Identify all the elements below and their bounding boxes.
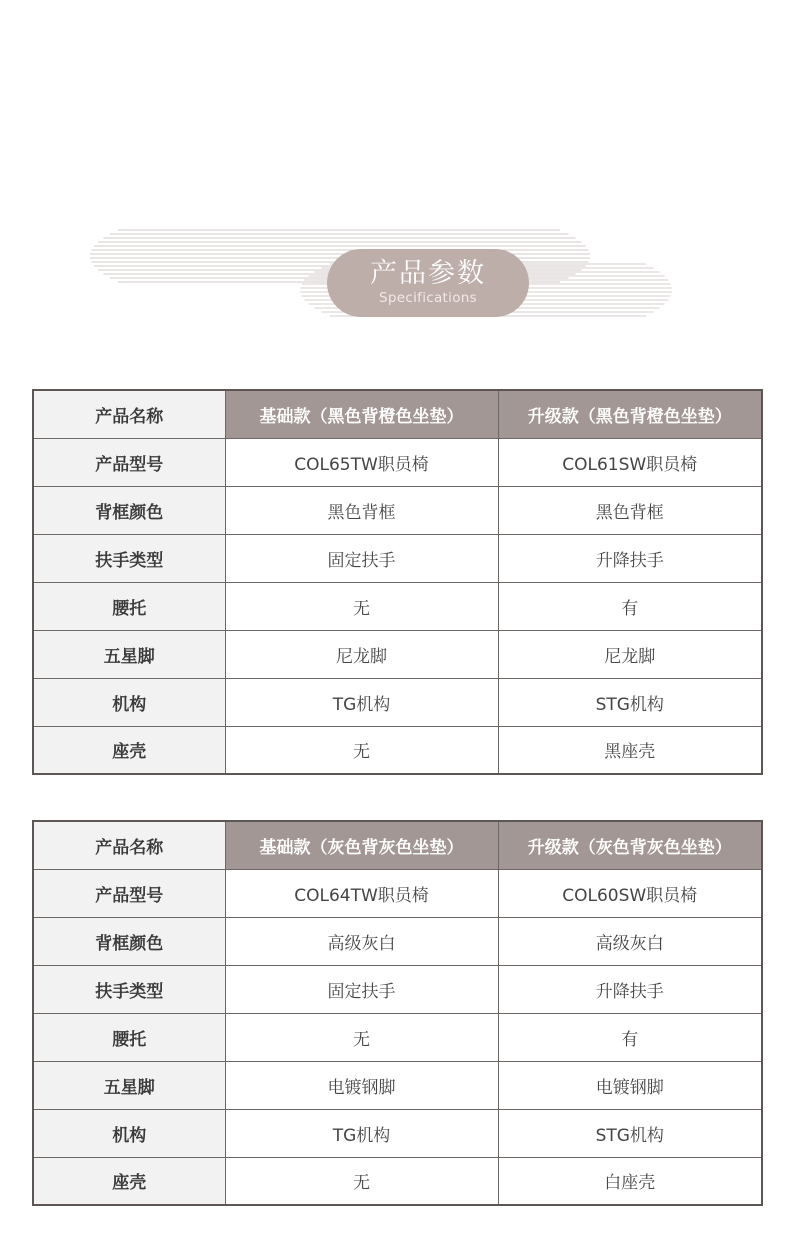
column-header-basic: 基础款（黑色背橙色坐垫） [225,390,498,438]
row-label: 扶手类型 [33,965,225,1013]
spec-table-black [32,389,763,775]
table-cell: COL60SW职员椅 [498,869,762,917]
table-header-row [33,390,762,438]
table-cell: 电镀钢脚 [498,1061,762,1109]
row-label: 产品型号 [33,869,225,917]
table-cell: TG机构 [225,678,498,726]
table-row [33,486,762,534]
row-label: 腰托 [33,1013,225,1061]
table-cell: COL61SW职员椅 [498,438,762,486]
table-cell: 有 [498,582,762,630]
table-cell: STG机构 [498,678,762,726]
table-cell: 黑色背框 [225,486,498,534]
column-header-basic: 基础款（灰色背灰色坐垫） [225,821,498,869]
table-cell: TG机构 [225,1109,498,1157]
row-label: 腰托 [33,582,225,630]
table-cell: 升降扶手 [498,965,762,1013]
section-title-pill [327,249,529,317]
table-cell: 无 [225,726,498,774]
section-title: 产品参数 [370,258,486,289]
table-row [33,1013,762,1061]
table-cell: 升降扶手 [498,534,762,582]
table-row [33,917,762,965]
table-cell: 无 [225,1013,498,1061]
table-cell: 尼龙脚 [498,630,762,678]
row-label: 五星脚 [33,1061,225,1109]
table-cell: 无 [225,582,498,630]
table-cell: 有 [498,1013,762,1061]
table-header-row [33,821,762,869]
row-label: 机构 [33,1109,225,1157]
table-row [33,1157,762,1205]
row-label: 机构 [33,678,225,726]
section-subtitle: Specifications [379,290,477,306]
table-cell: 电镀钢脚 [225,1061,498,1109]
row-label: 产品型号 [33,438,225,486]
column-header-upgrade: 升级款（黑色背橙色坐垫） [498,390,762,438]
table-row [33,534,762,582]
corner-label: 产品名称 [33,821,225,869]
spec-table-grey [32,820,763,1206]
table-row [33,1109,762,1157]
table-cell: 黑色背框 [498,486,762,534]
corner-label: 产品名称 [33,390,225,438]
table-row [33,965,762,1013]
row-label: 座壳 [33,726,225,774]
table-cell: 高级灰白 [498,917,762,965]
table-cell: COL64TW职员椅 [225,869,498,917]
table-cell: 固定扶手 [225,965,498,1013]
table-cell: COL65TW职员椅 [225,438,498,486]
row-label: 五星脚 [33,630,225,678]
table-row [33,869,762,917]
table-row [33,438,762,486]
row-label: 背框颜色 [33,917,225,965]
table-cell: 固定扶手 [225,534,498,582]
table-row [33,678,762,726]
row-label: 背框颜色 [33,486,225,534]
column-header-upgrade: 升级款（灰色背灰色坐垫） [498,821,762,869]
table-cell: 白座壳 [498,1157,762,1205]
table-row [33,582,762,630]
table-cell: 尼龙脚 [225,630,498,678]
table-cell: 高级灰白 [225,917,498,965]
table-row [33,630,762,678]
row-label: 扶手类型 [33,534,225,582]
table-row [33,726,762,774]
table-cell: STG机构 [498,1109,762,1157]
table-cell: 黑座壳 [498,726,762,774]
table-cell: 无 [225,1157,498,1205]
table-row [33,1061,762,1109]
row-label: 座壳 [33,1157,225,1205]
